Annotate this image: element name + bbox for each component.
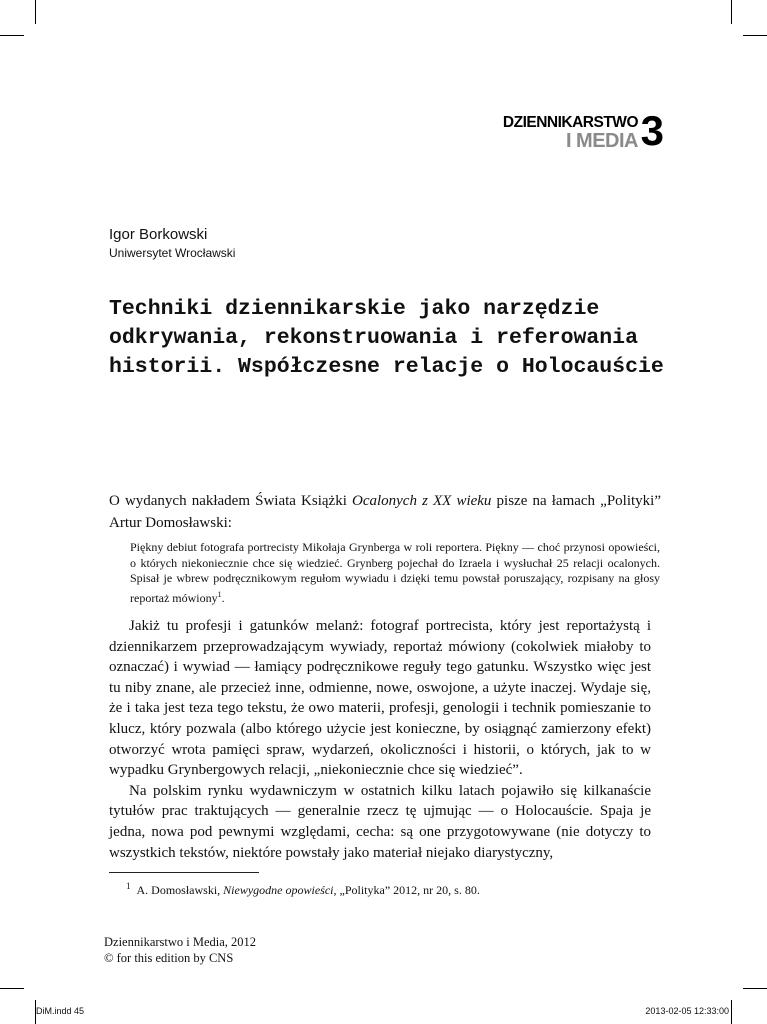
journal-logo (502, 107, 664, 154)
intro-text-after: pisze na łamach „Polityki” Artur Domosławski: (109, 493, 661, 531)
crop-mark-bottom-right-h (743, 988, 767, 989)
crop-mark-bottom-right (731, 1000, 732, 1024)
intro-book-title: Ocalonych z XX wieku (351, 493, 492, 509)
article-title: Techniki dziennikarskie jako narzędzie odkrywania, rekonstruowania i referowania historii. Współczesne relacje o Holocauście (109, 297, 664, 379)
footnote-text-before: A. Domosławski, (136, 883, 224, 897)
author-name: Igor Borkowski (109, 226, 208, 243)
slug-timestamp: 2013-02-05 12:33:00 (645, 1006, 729, 1016)
slug-file-name: DiM.indd 45 (36, 1006, 85, 1016)
author-affiliation: Uniwersytet Wrocławski (109, 246, 236, 260)
imprint-copyright: © for this edition by CNS (104, 951, 234, 965)
crop-mark-top-right-h (743, 35, 767, 36)
logo-line-2: I MEDIA (565, 130, 638, 152)
footnote-reference: 1 (217, 589, 222, 599)
footnote-source-title: Niewygodne opowieści (223, 883, 334, 897)
intro-text-before: O wydanych nakładem Świata Książki (109, 493, 352, 509)
imprint (104, 934, 256, 966)
footnote-text-after: , „Polityka” 2012, nr 20, s. 80. (333, 883, 480, 897)
logo-issue-number: 3 (640, 107, 664, 154)
body-paragraph-1: Jakiż tu profesji i gatunków melanż: fotograf portrecista, który jest reportażystą i dziennikarzem przeprowadzającym wywiady, reportaż mówiony (cokolwiek miałoby to oznaczać) i wywiad — łamiący podręcznikowe reguły tego gatunku. Wszystko więc jest tu niby znane, ale przecież inne, odmienne, nowe, oswojone, a użyte inaczej. Wydaje się, że i taka jest teza tego tekstu, że owo materii, profesji, genologii i technik pomieszanie to klucz, który pozwala (albo którego użycie jest konieczne, by osiągnąć zamierzony efekt) otworzyć wrota pamięci spraw, wydarzeń, okoliczności i historii, o których, jak to w wypadku Grynbergowych relacji, „niekoniecznie chce się wiedzieć”. (109, 618, 651, 779)
crop-mark-top-right (731, 0, 732, 24)
intro-paragraph (109, 490, 661, 534)
body-text (109, 616, 651, 863)
footnote (126, 881, 480, 898)
crop-mark-bottom-left-h (0, 988, 24, 989)
crop-mark-top-left-h (0, 35, 24, 36)
imprint-journal: Dziennikarstwo i Media, 2012 (104, 935, 257, 949)
block-quote: Piękny debiut fotografa portrecisty Mikołaja Grynberga w roli reportera. Piękny — choć przynosi opowieści, o których niekoniecznie chce się wiedzieć. Grynberg pojechał do Izraela i wysłuchał 25 relacji ocalonych. Spisał je wbrew podręcznikowym regułom wywiadu i dzięki temu powstał poruszający, rozpisany na głosy reportaż mówiony$^1$. (130, 540, 660, 605)
logo-line-1: DZIENNIKARSTWO (502, 114, 638, 131)
body-paragraph-2: Na polskim rynku wydawniczym w ostatnich kilku latach pojawiło się kilkanaście tytułów prac traktujących — generalnie rzecz tę ujmując — o Holocauście. Spaja je jedna, nowa pod pewnymi względami, cecha: są one przygotowywane (nie dotyczy to wszystkich tekstów, niektóre powstały jako materiał niejako diarystyczny, (109, 782, 651, 861)
quote-text: Piękny debiut fotografa portrecisty Mikołaja Grynberga w roli reportera. Piękny — choć przynosi opowieści, o których niekoniecznie chce się wiedzieć. Grynberg pojechał do Izraela i wysłuchał 25 relacji ocalonych. Spisał je wbrew podręcznikowym regułom wywiadu i dzięki temu powstał poruszający, rozpisany na głosy reportaż mówiony (130, 540, 660, 605)
footnote-rule (109, 872, 259, 873)
crop-mark-top-left (35, 0, 36, 24)
footnote-number: 1 (126, 881, 131, 891)
